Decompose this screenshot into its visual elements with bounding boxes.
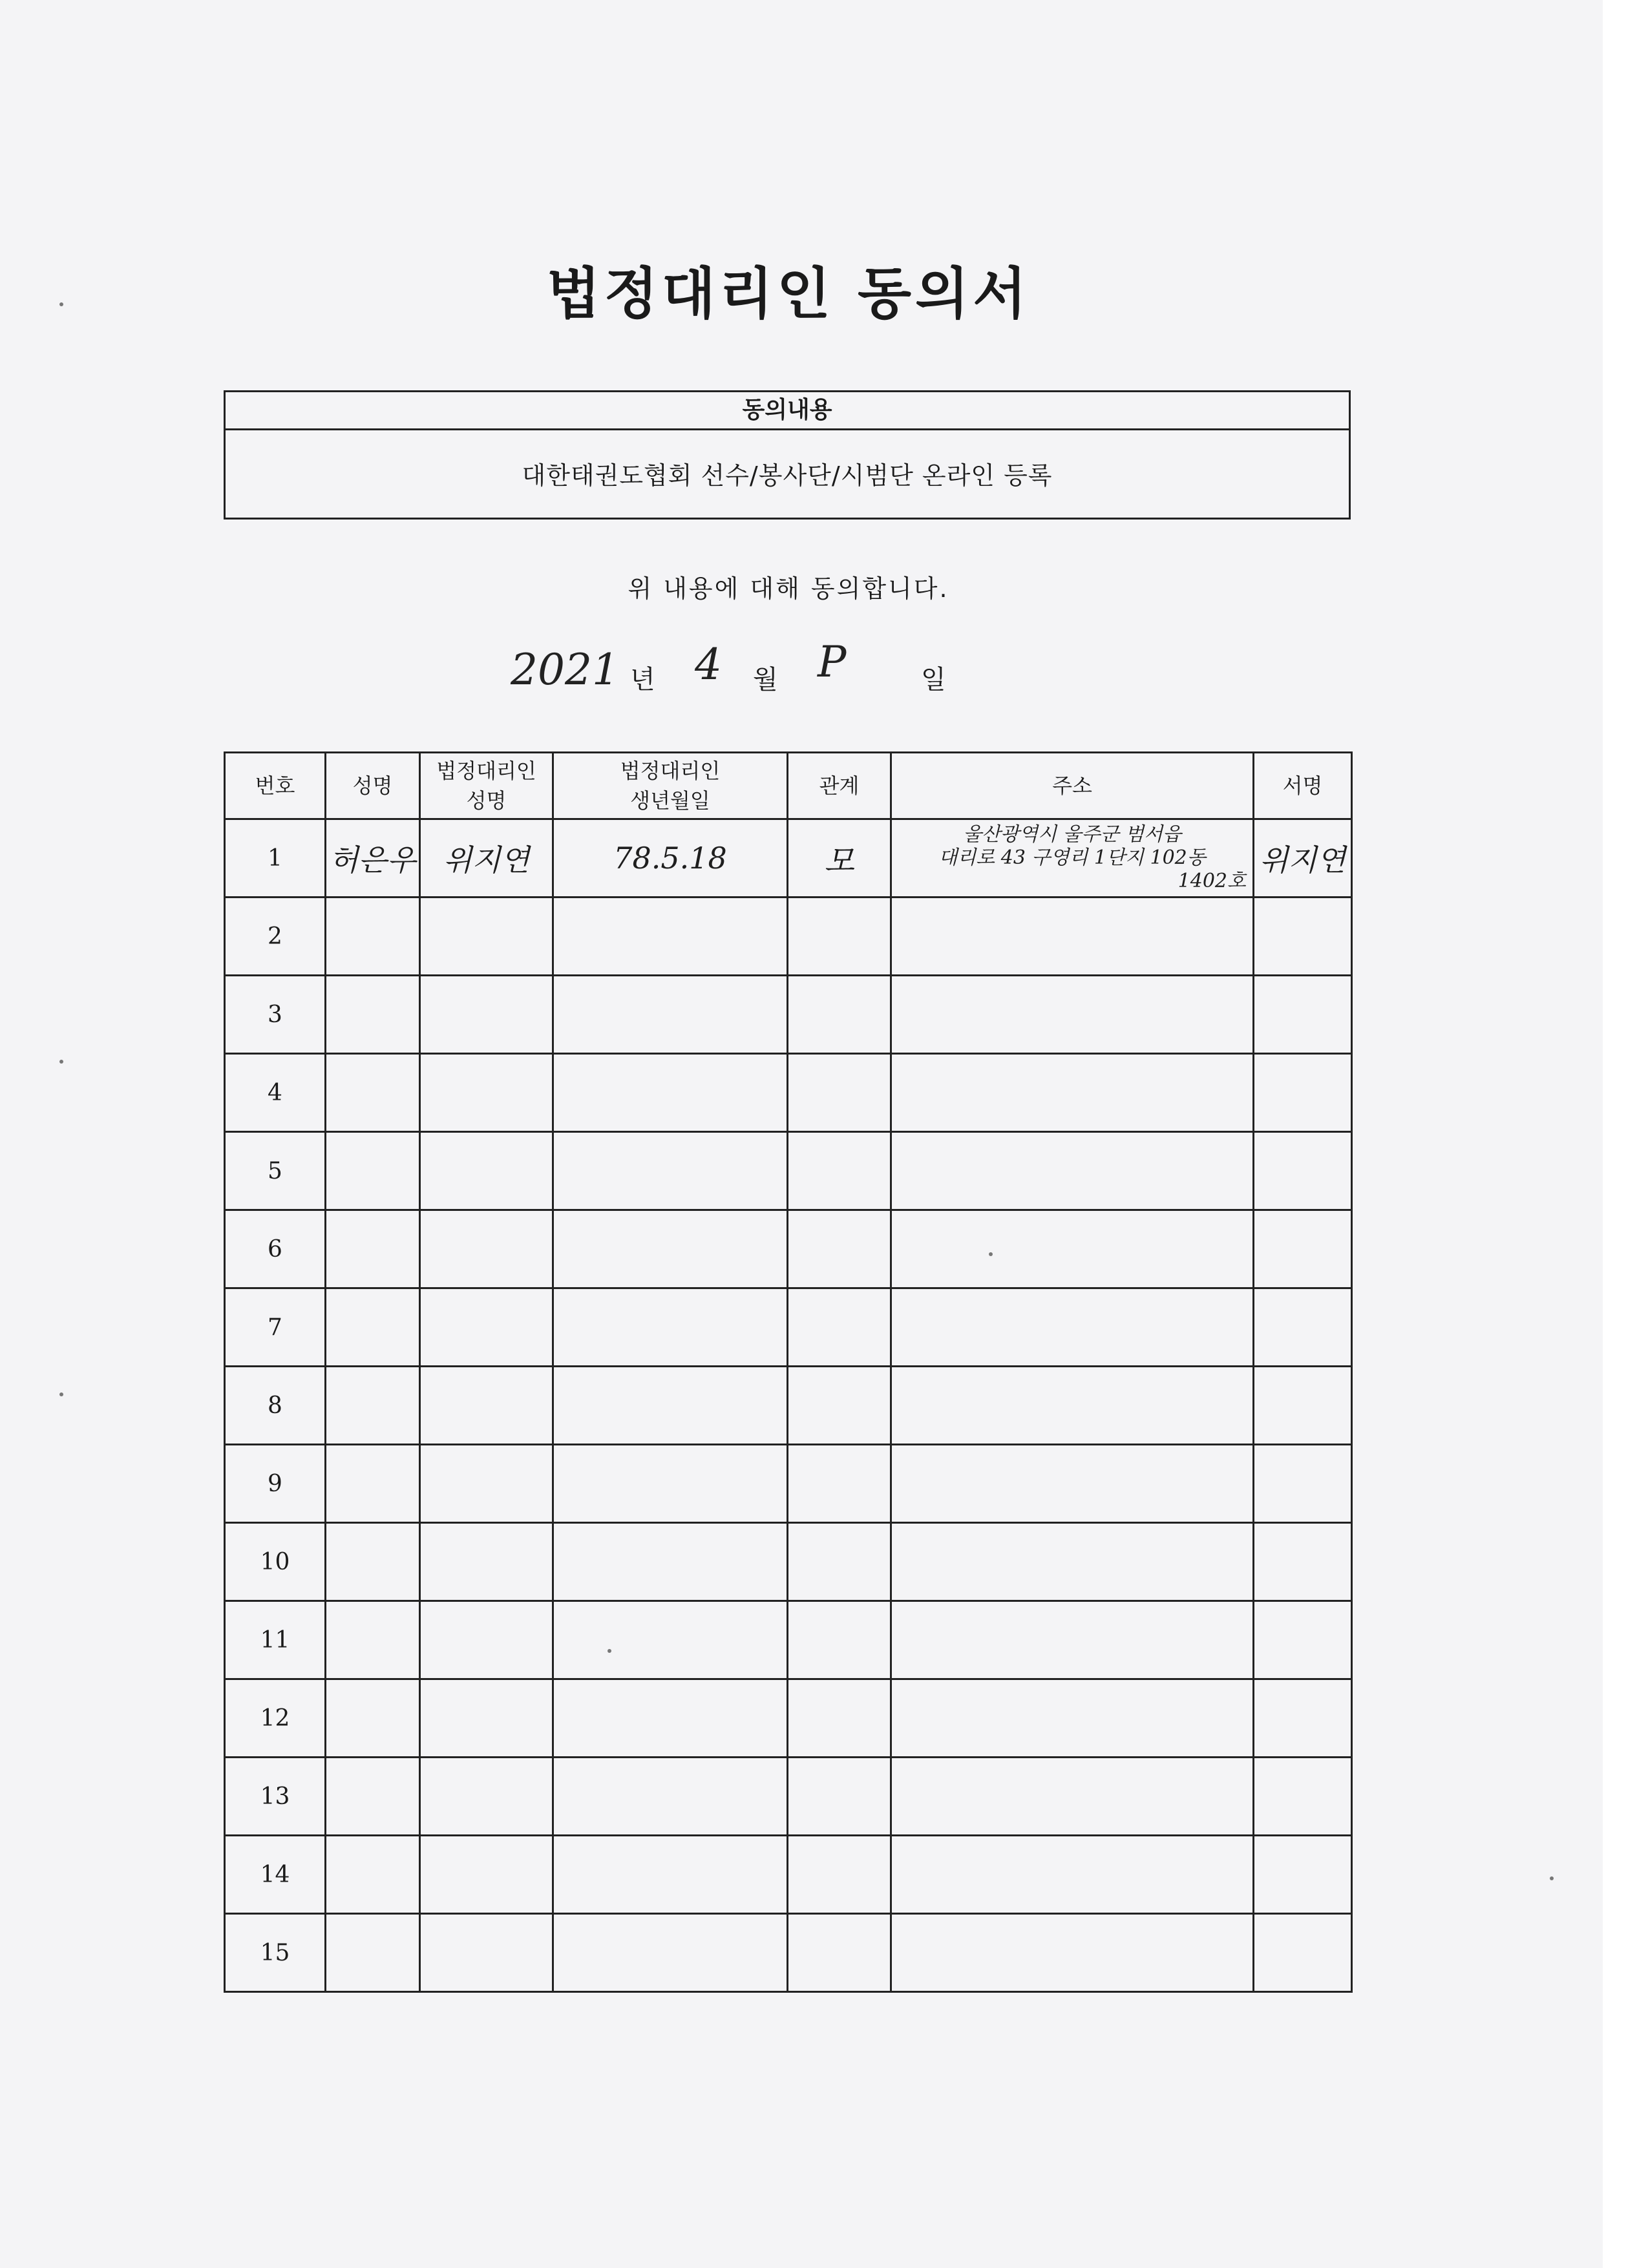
- cell-number: 12: [225, 1679, 326, 1758]
- date-month-handwritten: 4: [695, 640, 722, 689]
- cell-signature: [1254, 1367, 1352, 1445]
- cell-guardian-birth: [553, 1054, 788, 1132]
- cell-guardian-name: [420, 1288, 553, 1367]
- cell-number: 3: [225, 976, 326, 1054]
- cell-number: 15: [225, 1914, 326, 1992]
- scan-speck: [1550, 1876, 1554, 1880]
- cell-relation: [788, 1679, 891, 1758]
- cell-guardian-birth: [553, 1367, 788, 1445]
- address-line-2: 대리로 43 구영리 1단지 102동: [938, 846, 1206, 869]
- scan-speck: [607, 1649, 611, 1653]
- cell-signature: [1254, 1445, 1352, 1523]
- cell-signature: [1254, 1679, 1352, 1758]
- cell-guardian-name: [420, 976, 553, 1054]
- cell-relation: [788, 1210, 891, 1288]
- cell-number: 10: [225, 1523, 326, 1601]
- cell-signature: [1254, 1132, 1352, 1210]
- cell-relation: [788, 1367, 891, 1445]
- cell-number: 9: [225, 1445, 326, 1523]
- cell-guardian-name: 위지연: [420, 819, 553, 898]
- table-row: [225, 1914, 1352, 1992]
- table-row: [225, 1367, 1352, 1445]
- cell-guardian-name: [420, 1601, 553, 1679]
- cell-guardian-name: [420, 1679, 553, 1758]
- consent-header: 동의내용: [226, 392, 1349, 430]
- cell-number: 1: [225, 819, 326, 898]
- cell-number: 5: [225, 1132, 326, 1210]
- cell-number: 14: [225, 1836, 326, 1914]
- address-line-3: 1402호: [1178, 870, 1246, 892]
- header-number: 번호: [225, 753, 326, 819]
- cell-signature: [1254, 1601, 1352, 1679]
- cell-guardian-birth: [553, 1679, 788, 1758]
- cell-guardian-birth: [553, 1523, 788, 1601]
- cell-name: [326, 1601, 420, 1679]
- cell-name: [326, 1758, 420, 1836]
- cell-name: [326, 1523, 420, 1601]
- cell-signature: [1254, 898, 1352, 976]
- cell-number: 13: [225, 1758, 326, 1836]
- header-relation: 관계: [788, 753, 891, 819]
- cell-address: [891, 1445, 1254, 1523]
- cell-guardian-name: [420, 1445, 553, 1523]
- document-title: 법정대리인 동의서: [546, 262, 1031, 326]
- cell-guardian-birth: [553, 1132, 788, 1210]
- cell-relation: [788, 1288, 891, 1367]
- cell-name: [326, 1288, 420, 1367]
- table-row: [225, 1679, 1352, 1758]
- cell-guardian-birth: [553, 1210, 788, 1288]
- table-row: [225, 976, 1352, 1054]
- date-year-unit: 년: [630, 665, 655, 695]
- date-day-unit: 일: [921, 665, 946, 695]
- cell-name: [326, 1367, 420, 1445]
- cell-relation: [788, 1601, 891, 1679]
- consent-box: [224, 390, 1351, 520]
- cell-address: [891, 898, 1254, 976]
- agree-statement: 위 내용에 대해 동의합니다.: [628, 574, 949, 603]
- table-row: [225, 819, 1352, 898]
- cell-guardian-birth: 78.5.18: [553, 819, 788, 898]
- cell-guardian-birth: [553, 898, 788, 976]
- cell-name: [326, 898, 420, 976]
- cell-signature: [1254, 1836, 1352, 1914]
- cell-guardian-name: [420, 1210, 553, 1288]
- cell-number: 11: [225, 1601, 326, 1679]
- scan-speck: [59, 302, 63, 306]
- cell-guardian-birth: [553, 976, 788, 1054]
- scan-speck: [59, 1060, 63, 1064]
- cell-name: [326, 976, 420, 1054]
- cell-name: [326, 1054, 420, 1132]
- header-signature: 서명: [1254, 753, 1352, 819]
- cell-address: [891, 1679, 1254, 1758]
- cell-relation: [788, 898, 891, 976]
- date-day-handwritten: P: [818, 637, 847, 687]
- table-row: [225, 1758, 1352, 1836]
- cell-number: 8: [225, 1367, 326, 1445]
- cell-guardian-birth: [553, 1445, 788, 1523]
- header-guardian-name: 법정대리인 성명: [420, 753, 553, 819]
- date-line: [0, 637, 1648, 717]
- cell-guardian-birth: [553, 1288, 788, 1367]
- table-row: [225, 1210, 1352, 1288]
- consent-text: 대한태권도협회 선수/봉사단/시범단 온라인 등록: [522, 461, 1053, 490]
- cell-signature: [1254, 1758, 1352, 1836]
- date-month-unit: 월: [753, 665, 778, 695]
- cell-relation: [788, 1523, 891, 1601]
- table-row: [225, 1601, 1352, 1679]
- cell-signature: [1254, 1288, 1352, 1367]
- table-row: [225, 1054, 1352, 1132]
- cell-signature: [1254, 1914, 1352, 1992]
- cell-guardian-name: [420, 1758, 553, 1836]
- cell-guardian-name: [420, 1367, 553, 1445]
- table-row: [225, 1288, 1352, 1367]
- cell-name: [326, 1210, 420, 1288]
- cell-address: [891, 976, 1254, 1054]
- cell-address: [891, 1054, 1254, 1132]
- header-address: 주소: [891, 753, 1254, 819]
- table-row: [225, 898, 1352, 976]
- cell-number: 7: [225, 1288, 326, 1367]
- cell-number: 4: [225, 1054, 326, 1132]
- cell-guardian-name: [420, 898, 553, 976]
- cell-number: 6: [225, 1210, 326, 1288]
- cell-address: [891, 1367, 1254, 1445]
- cell-guardian-name: [420, 1836, 553, 1914]
- cell-address: [891, 1210, 1254, 1288]
- address-line-1: 울산광역시 울주군 범서읍: [963, 823, 1181, 846]
- table-row: [225, 1445, 1352, 1523]
- cell-relation: [788, 976, 891, 1054]
- cell-signature: [1254, 1210, 1352, 1288]
- cell-address: [891, 1758, 1254, 1836]
- scan-speck: [59, 1392, 63, 1396]
- cell-name: [326, 1445, 420, 1523]
- cell-relation: [788, 1132, 891, 1210]
- cell-guardian-birth: [553, 1914, 788, 1992]
- cell-relation: [788, 1758, 891, 1836]
- cell-signature: [1254, 976, 1352, 1054]
- guardian-table: [224, 751, 1353, 1993]
- cell-name: 허은우: [326, 819, 420, 898]
- scan-speck: [989, 1252, 993, 1256]
- cell-relation: [788, 1914, 891, 1992]
- table-row: [225, 1132, 1352, 1210]
- cell-signature: [1254, 1054, 1352, 1132]
- cell-address: [891, 1836, 1254, 1914]
- date-year-handwritten: 2021: [511, 645, 619, 695]
- cell-address: [891, 1914, 1254, 1992]
- scan-page-edge: [1603, 0, 1648, 2268]
- cell-name: [326, 1679, 420, 1758]
- table-header-row: [225, 753, 1352, 819]
- cell-signature: 위지연: [1254, 819, 1352, 898]
- header-guardian-birth: 법정대리인 생년월일: [553, 753, 788, 819]
- cell-relation: [788, 1445, 891, 1523]
- cell-address: [891, 1601, 1254, 1679]
- cell-guardian-birth: [553, 1601, 788, 1679]
- cell-guardian-name: [420, 1054, 553, 1132]
- cell-signature: [1254, 1523, 1352, 1601]
- cell-relation: [788, 1836, 891, 1914]
- cell-address: [891, 1288, 1254, 1367]
- cell-name: [326, 1132, 420, 1210]
- cell-name: [326, 1836, 420, 1914]
- cell-guardian-name: [420, 1132, 553, 1210]
- table-row: [225, 1523, 1352, 1601]
- cell-name: [326, 1914, 420, 1992]
- cell-address: [891, 1523, 1254, 1601]
- cell-number: 2: [225, 898, 326, 976]
- cell-address: [891, 1132, 1254, 1210]
- cell-guardian-birth: [553, 1836, 788, 1914]
- table-row: [225, 1836, 1352, 1914]
- cell-relation: 모: [788, 819, 891, 898]
- cell-guardian-birth: [553, 1758, 788, 1836]
- cell-guardian-name: [420, 1523, 553, 1601]
- cell-address: [891, 819, 1254, 898]
- cell-guardian-name: [420, 1914, 553, 1992]
- header-name: 성명: [326, 753, 420, 819]
- cell-relation: [788, 1054, 891, 1132]
